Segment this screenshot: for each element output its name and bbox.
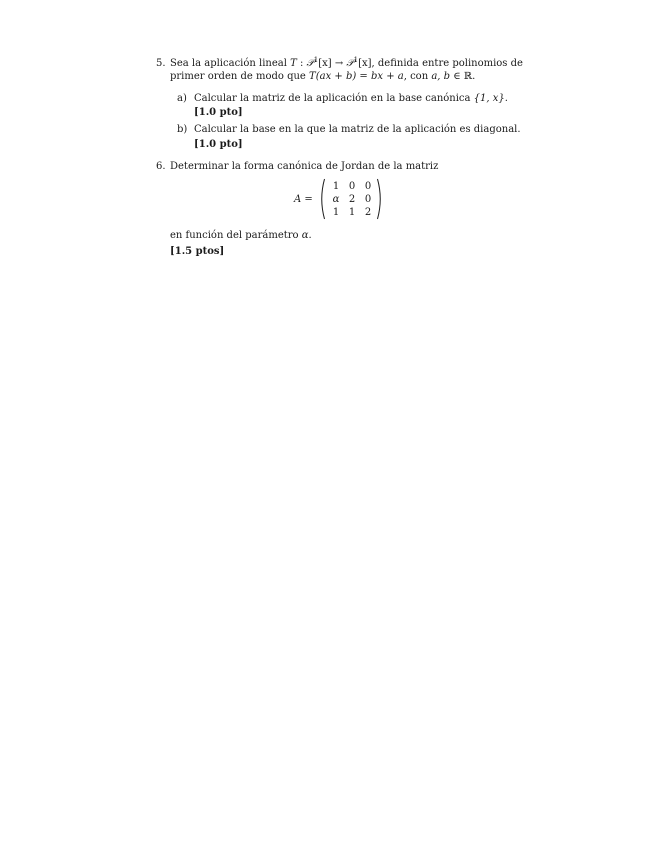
problem-5-line-1-end: , definida entre polinomios de [371, 58, 523, 69]
superscript-1-target: 1 [353, 56, 359, 64]
in-reals: ∈ ℝ. [450, 71, 476, 82]
part-b-points: [1.0 pto] [194, 139, 243, 150]
problem-6-after-text: en función del parámetro [170, 230, 302, 241]
part-a-period: . [504, 93, 508, 104]
matrix-cell-1-2: 0 [348, 181, 356, 192]
matrix-cell-2-1: α [332, 194, 340, 205]
problem-5-line-1-text: Sea la aplicación lineal [170, 58, 291, 69]
part-a-label: a) [177, 93, 187, 104]
vars-a-b: a, b [431, 71, 451, 82]
problem-5-line-2 [170, 70, 475, 83]
matrix-cell-1-1: 1 [332, 181, 340, 192]
part-b-text: Calcular la base en la que la matriz de la aplicación es diagonal. [194, 124, 521, 135]
part-a-points: [1.0 pto] [194, 107, 243, 118]
canonical-basis: {1, x} [473, 93, 505, 104]
problem-5-number: 5. [156, 58, 166, 69]
problem-6-after [170, 229, 312, 242]
bracket-x: [x] [318, 58, 332, 69]
part-b-label: b) [177, 124, 188, 135]
operator-T: T [290, 58, 297, 69]
parameter-alpha: α [301, 230, 309, 241]
matrix-cell-3-2: 1 [348, 207, 356, 218]
poly-space-P-target: 𝒫 [346, 58, 354, 69]
problem-6-number: 6. [156, 161, 166, 172]
problem-5-line-1 [170, 57, 523, 70]
left-paren [318, 178, 326, 220]
matrix-cell-3-1: 1 [332, 207, 340, 218]
problem-6-points: [1.5 ptos] [170, 246, 225, 257]
problem-5-line-2-text: primer orden de modo que [170, 71, 310, 82]
matrix-cell-3-3: 2 [364, 207, 372, 218]
matrix-label: A = [294, 194, 313, 205]
arrow: → [331, 58, 347, 69]
part-a-text [194, 92, 508, 105]
bracket-x-target: [x] [358, 58, 372, 69]
colon: : [296, 58, 307, 69]
matrix-cell-2-3: 0 [364, 194, 372, 205]
superscript-1: 1 [313, 56, 319, 64]
problem-6-after-period: . [308, 230, 312, 241]
right-paren [376, 178, 384, 220]
matrix-cell-1-3: 0 [364, 181, 372, 192]
matrix-cell-2-2: 2 [348, 194, 356, 205]
problem-6-intro: Determinar la forma canónica de Jordan de la matriz [170, 161, 439, 172]
part-a-statement: Calcular la matriz de la aplicación en la base canónica [194, 93, 474, 104]
poly-space-P: 𝒫 [306, 58, 314, 69]
definition-equation: T(ax + b) = bx + a [309, 71, 404, 82]
con-text: , con [403, 71, 432, 82]
